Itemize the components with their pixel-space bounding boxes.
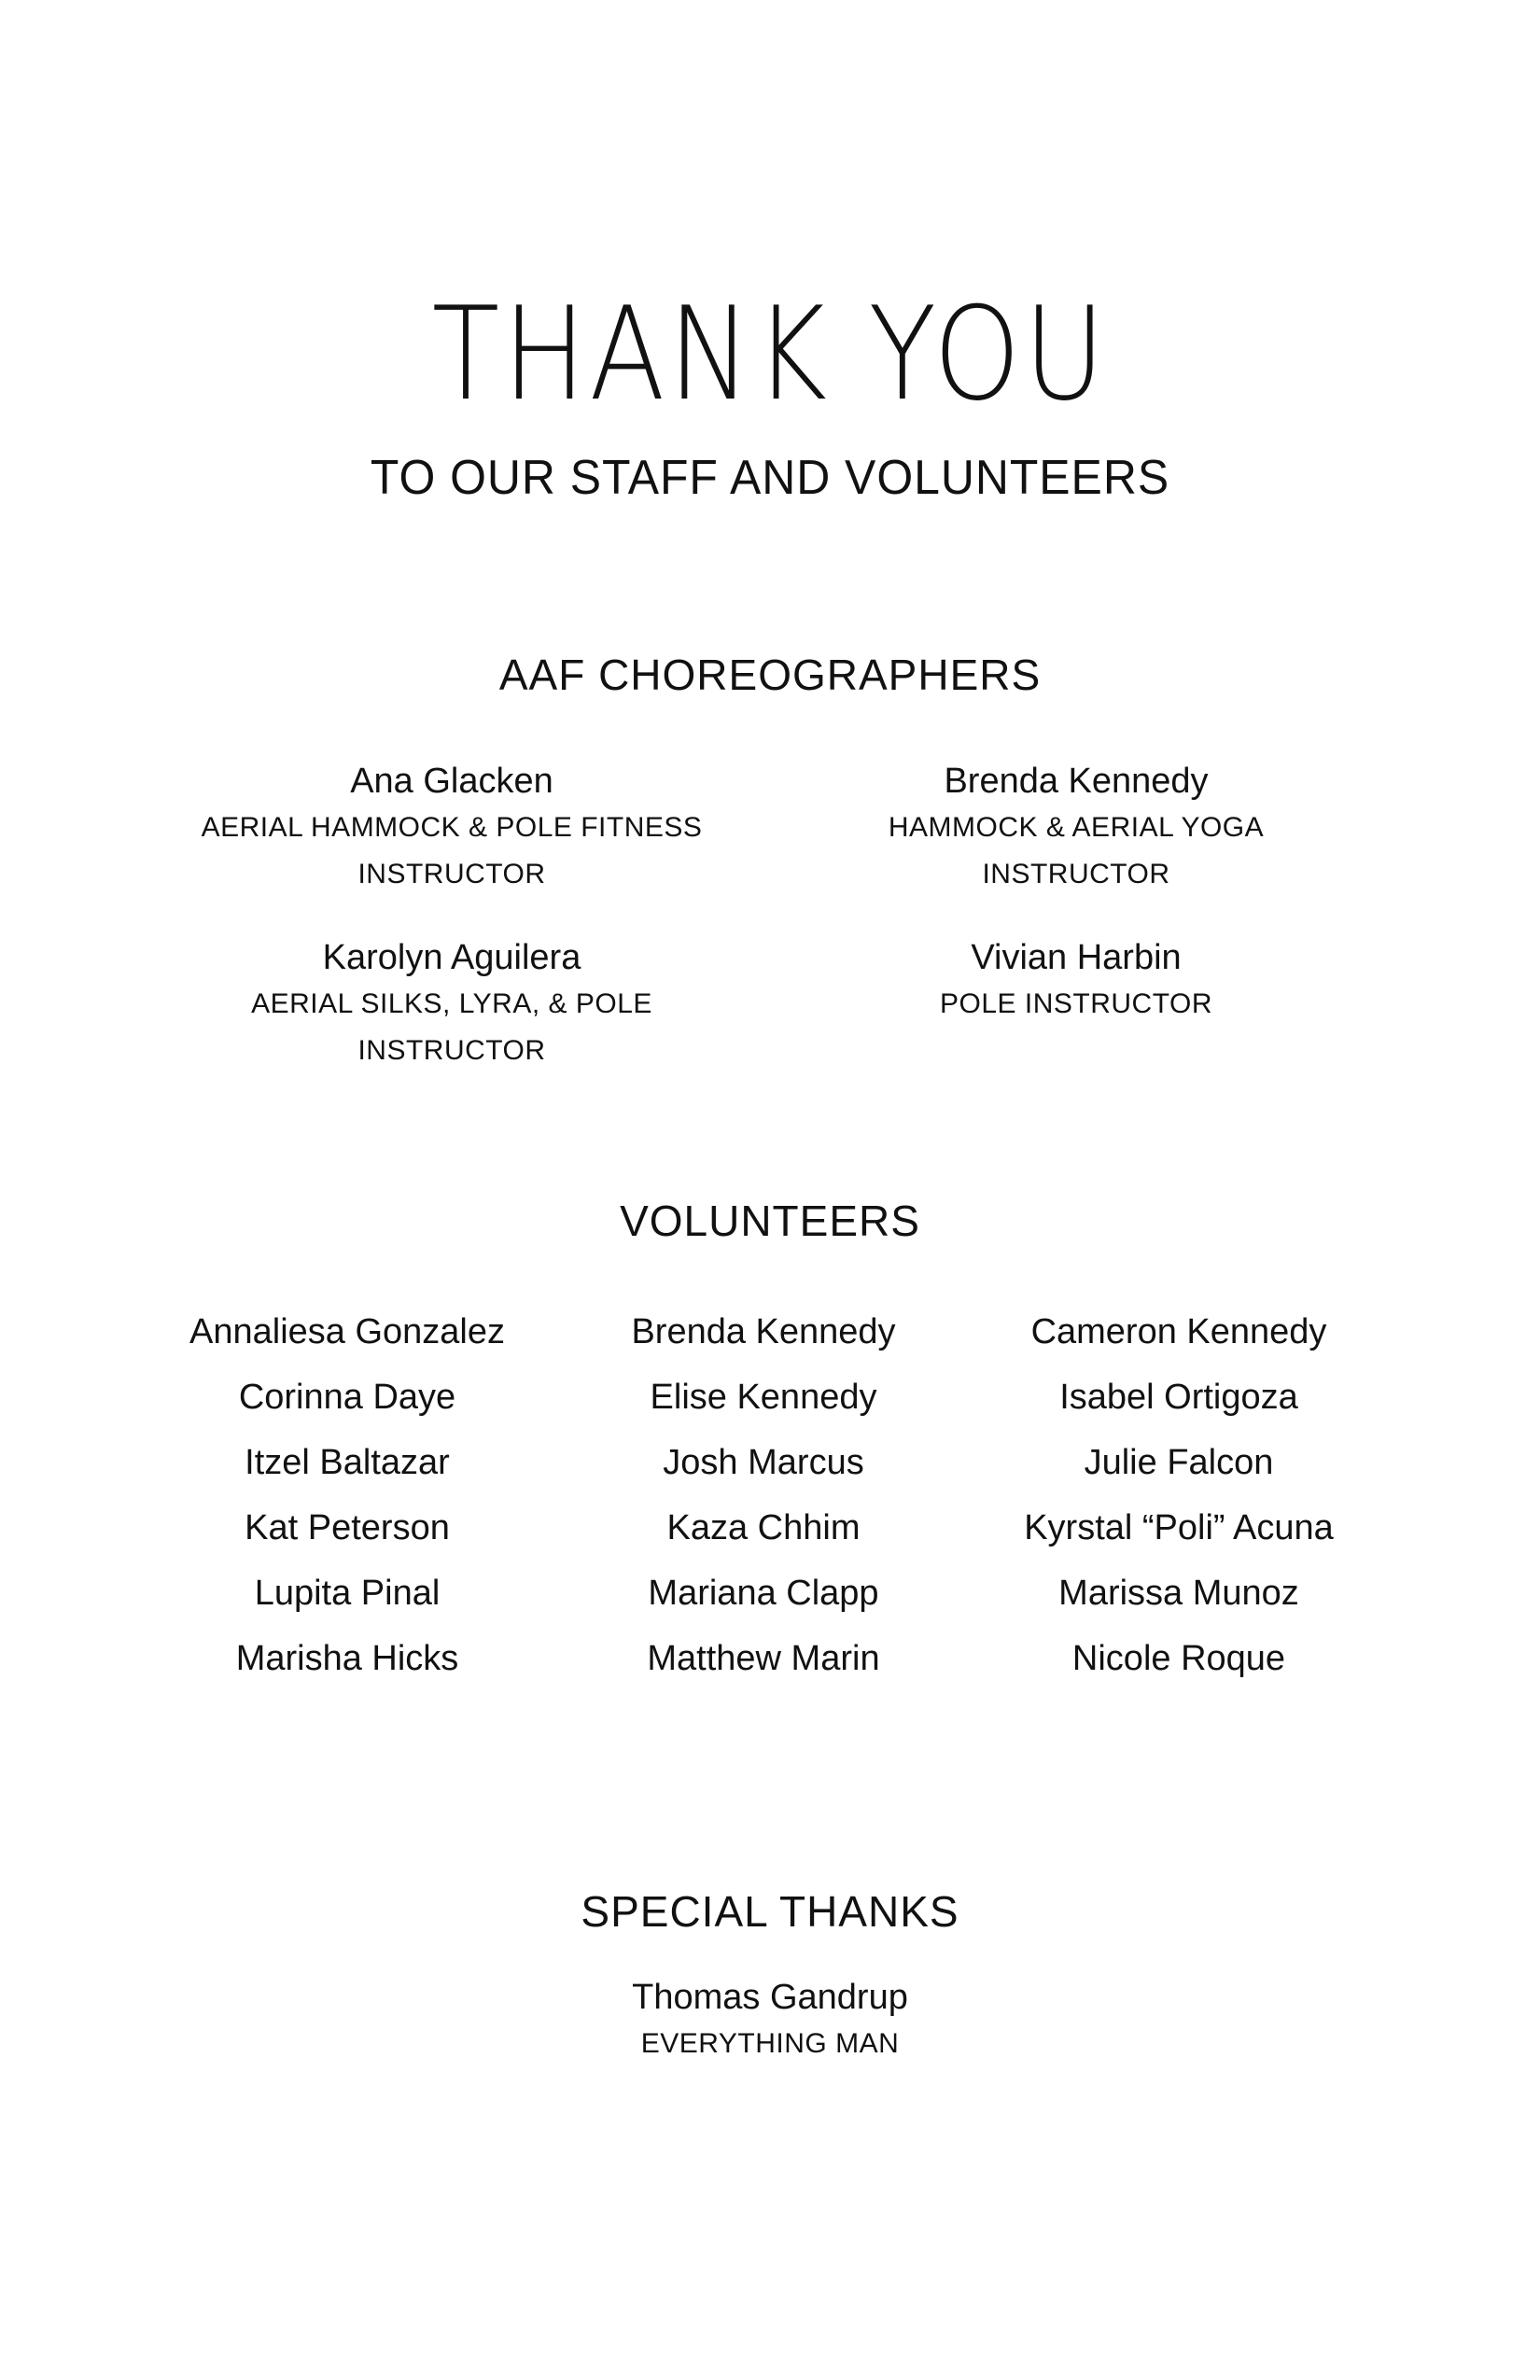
volunteer-name: Kat Peterson bbox=[245, 1508, 450, 1547]
volunteer-name: Itzel Baltazar bbox=[245, 1443, 450, 1482]
volunteers-column bbox=[973, 1299, 1384, 1691]
choreographer-name: Karolyn Aguilera bbox=[322, 938, 581, 977]
choreographer-role: AERIAL HAMMOCK & POLE FITNESS bbox=[201, 812, 703, 843]
volunteer-name: Lupita Pinal bbox=[254, 1574, 441, 1613]
special-thanks-entry bbox=[481, 1974, 1059, 2067]
special-thanks-role: EVERYTHING MAN bbox=[640, 2028, 900, 2059]
choreographer-name: Ana Glacken bbox=[350, 762, 553, 801]
choreographer-entry bbox=[787, 758, 1365, 898]
volunteer-name: Kaza Chhim bbox=[666, 1508, 861, 1547]
choreographer-entry bbox=[162, 758, 741, 898]
volunteer-name: Elise Kennedy bbox=[650, 1378, 877, 1417]
volunteer-name: Josh Marcus bbox=[663, 1443, 864, 1482]
volunteer-name: Corinna Daye bbox=[238, 1378, 456, 1417]
choreographer-entry bbox=[787, 934, 1365, 1028]
choreographer-name: Vivian Harbin bbox=[971, 938, 1182, 977]
volunteer-name: Isabel Ortigoza bbox=[1059, 1378, 1298, 1417]
choreographer-role-continued: INSTRUCTOR bbox=[357, 1035, 546, 1066]
volunteer-name: Marissa Munoz bbox=[1058, 1574, 1299, 1613]
volunteer-name: Marisha Hicks bbox=[235, 1639, 459, 1678]
volunteer-name: Cameron Kennedy bbox=[1030, 1312, 1327, 1351]
volunteer-name: Kyrstal “Poli” Acuna bbox=[1024, 1508, 1334, 1547]
choreographer-entry bbox=[162, 934, 741, 1074]
volunteer-name: Julie Falcon bbox=[1084, 1443, 1274, 1482]
special-thanks-name: Thomas Gandrup bbox=[632, 1978, 908, 2017]
page-title: THANK YOU bbox=[431, 279, 1109, 429]
volunteer-name: Mariana Clapp bbox=[648, 1574, 879, 1613]
choreographer-role: POLE INSTRUCTOR bbox=[940, 988, 1212, 1019]
volunteers-heading: VOLUNTEERS bbox=[620, 1197, 920, 1245]
special-thanks-heading: SPECIAL THANKS bbox=[581, 1887, 959, 1936]
choreographer-role: HAMMOCK & AERIAL YOGA bbox=[888, 812, 1265, 843]
choreographer-name: Brenda Kennedy bbox=[944, 762, 1209, 801]
volunteer-name: Brenda Kennedy bbox=[631, 1312, 896, 1351]
choreographer-role: AERIAL SILKS, LYRA, & POLE bbox=[251, 988, 652, 1019]
choreographers-heading: AAF CHOREOGRAPHERS bbox=[498, 651, 1042, 699]
page-subtitle: TO OUR STAFF AND VOLUNTEERS bbox=[370, 451, 1170, 505]
choreographer-role-continued: INSTRUCTOR bbox=[357, 859, 546, 889]
volunteers-column bbox=[558, 1299, 969, 1691]
volunteer-name: Annaliesa Gonzalez bbox=[189, 1312, 505, 1351]
choreographer-role-continued: INSTRUCTOR bbox=[982, 859, 1170, 889]
volunteer-name: Nicole Roque bbox=[1071, 1639, 1286, 1678]
volunteers-column bbox=[142, 1299, 553, 1691]
volunteer-name: Matthew Marin bbox=[647, 1639, 880, 1678]
